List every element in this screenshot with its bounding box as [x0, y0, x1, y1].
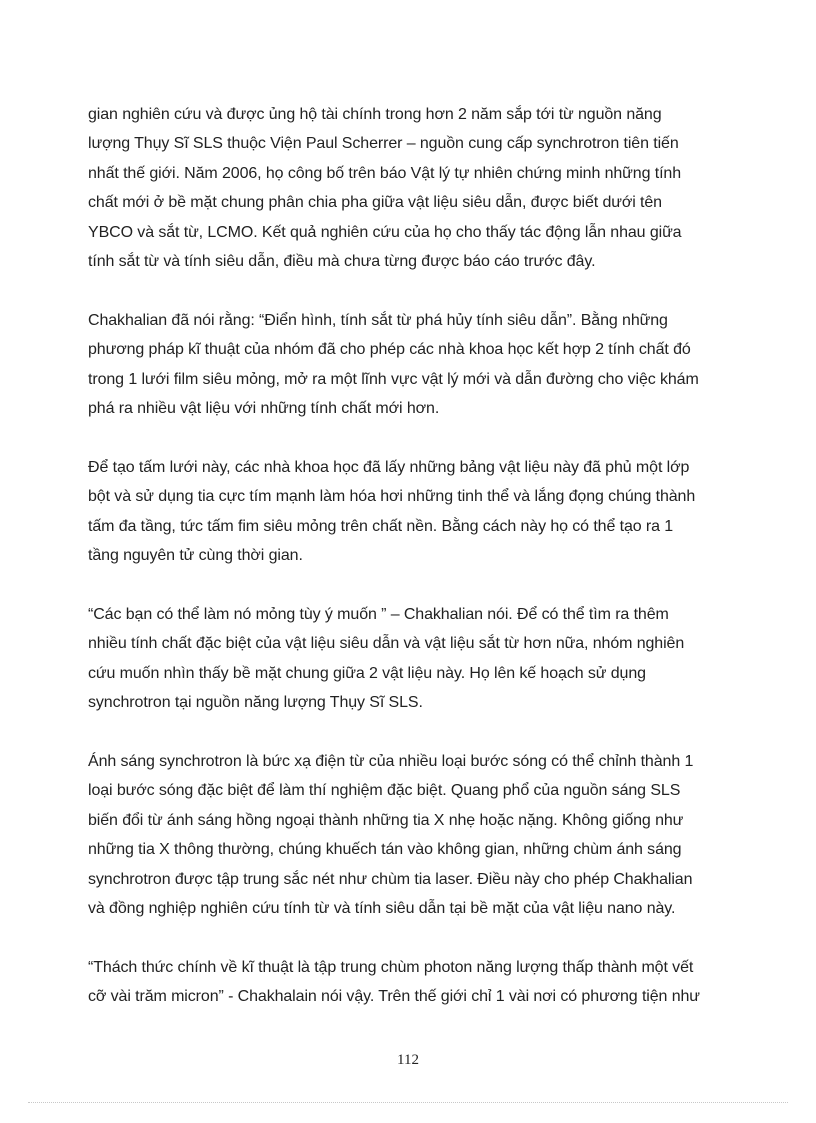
text-line: biến đổi từ ánh sáng hồng ngoại thành những tia X nhẹ hoặc nặng. Không giống như	[88, 811, 684, 829]
page-number: 112	[397, 1052, 419, 1068]
text-line: Ánh sáng synchrotron là bức xạ điện từ của nhiều loại bước sóng có thể chỉnh thành 1	[88, 752, 694, 770]
page-bottom-divider	[28, 1102, 788, 1103]
text-line: tính sắt từ và tính siêu dẫn, điều mà chưa từng được báo cáo trước đây.	[88, 253, 596, 271]
text-line: nhất thế giới. Năm 2006, họ công bố trên báo Vật lý tự nhiên chứng minh những tính	[88, 164, 682, 182]
text-line: synchrotron tại nguồn năng lượng Thụy Sĩ SLS.	[88, 694, 423, 712]
text-line: synchrotron được tập trung sắc nét như chùm tia laser. Điều này cho phép Chakhalian	[88, 870, 693, 888]
text-line: loại bước sóng đặc biệt để làm thí nghiệm đặc biệt. Quang phổ của nguồn sáng SLS	[88, 782, 681, 800]
text-line: phá ra nhiều vật liệu với những tính chất mới hơn.	[88, 400, 440, 418]
text-line: gian nghiên cứu và được ủng hộ tài chính trong hơn 2 năm sắp tới từ nguồn năng	[88, 106, 662, 123]
text-line: YBCO và sắt từ, LCMO. Kết quả nghiên cứu của họ cho thấy tác động lẫn nhau giữa	[88, 223, 682, 241]
paragraph	[88, 453, 728, 571]
paragraph	[88, 600, 728, 718]
paragraph	[88, 100, 728, 276]
text-line: trong 1 lưới film siêu mỏng, mở ra một lĩnh vực vật lý mới và dẫn đường cho việc khám	[88, 370, 699, 388]
text-line: chất mới ở bề mặt chung phân chia pha giữa vật liệu siêu dẫn, được biết dưới tên	[88, 194, 662, 212]
text-line: nhiều tính chất đặc biệt của vật liệu siêu dẫn và vật liệu sắt từ hơn nữa, nhóm nghiên	[88, 635, 685, 653]
text-line: tầng nguyên tử cùng thời gian.	[88, 547, 303, 565]
text-line: bột và sử dụng tia cực tím mạnh làm hóa hơi những tinh thể và lắng đọng chúng thành	[88, 488, 696, 506]
paragraph	[88, 747, 728, 923]
text-line: cỡ vài trăm micron” - Chakhalain nói vậy. Trên thế giới chỉ 1 vài nơi có phương tiện như	[88, 988, 700, 1006]
paragraph	[88, 953, 728, 1012]
paragraph	[88, 306, 728, 424]
text-line: lượng Thụy Sĩ SLS thuộc Viện Paul Scherrer – nguồn cung cấp synchrotron tiên tiến	[88, 135, 679, 153]
text-line: cứu muốn nhìn thấy bề mặt chung giữa 2 vật liệu này. Họ lên kế hoạch sử dụng	[88, 664, 646, 682]
text-line: “Các bạn có thể làm nó mỏng tùy ý muốn ” – Chakhalian nói. Để có thể tìm ra thêm	[88, 605, 669, 623]
body-text	[88, 100, 728, 1041]
text-line: tấm đa tầng, tức tấm fim siêu mỏng trên chất nền. Bằng cách này họ có thể tạo ra 1	[88, 517, 674, 535]
text-line: Chakhalian đã nói rằng: “Điển hình, tính sắt từ phá hủy tính siêu dẫn”. Bằng những	[88, 311, 668, 329]
text-line: những tia X thông thường, chúng khuếch tán vào không gian, những chùm ánh sáng	[88, 841, 682, 859]
text-line: Để tạo tấm lưới này, các nhà khoa học đã lấy những bảng vật liệu này đã phủ một lớp	[88, 458, 690, 476]
text-line: phương pháp kĩ thuật của nhóm đã cho phép các nhà khoa học kết hợp 2 tính chất đó	[88, 341, 691, 359]
text-line: và đồng nghiệp nghiên cứu tính từ và tính siêu dẫn tại bề mặt của vật liệu nano này.	[88, 899, 676, 917]
text-line: “Thách thức chính về kĩ thuật là tập trung chùm photon năng lượng thấp thành một vết	[88, 958, 694, 976]
